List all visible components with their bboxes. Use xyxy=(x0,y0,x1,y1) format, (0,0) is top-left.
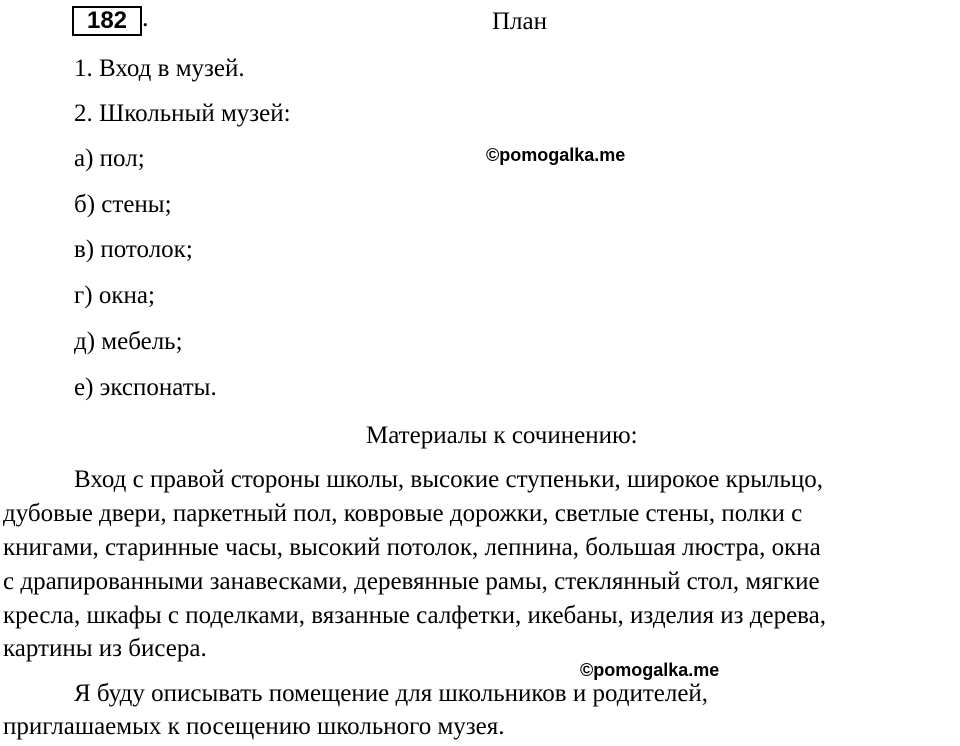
exercise-number: 182 xyxy=(72,6,142,36)
plan-item: а) пол; xyxy=(74,145,145,172)
plan-item: д) мебель; xyxy=(74,328,183,355)
watermark: ©pomogalka.me xyxy=(486,145,626,165)
watermark: ©pomogalka.me xyxy=(580,660,720,680)
materials-line: Вход с правой стороны школы, высокие ступеньки, широкое крыльцо, xyxy=(74,466,824,493)
plan-title: План xyxy=(492,8,548,35)
plan-item: г) окна; xyxy=(74,282,155,309)
plan-item: 2. Школьный музей: xyxy=(74,100,291,127)
materials-line: картины из бисера. xyxy=(3,635,207,662)
materials-line: кресла, шкафы с поделками, вязанные салфетки, икебаны, изделия из дерева, xyxy=(3,602,826,629)
plan-item: 1. Вход в музей. xyxy=(74,55,245,82)
exercise-number-dot: . xyxy=(142,3,149,32)
materials-title: Материалы к сочинению: xyxy=(366,422,638,449)
materials-line: дубовые двери, паркетный пол, ковровые дорожки, светлые стены, полки с xyxy=(3,500,803,527)
conclusion-line: Я буду описывать помещение для школьников и родителей, xyxy=(74,680,709,707)
plan-item: б) стены; xyxy=(74,191,172,218)
materials-line: с драпированными занавесками, деревянные рамы, стеклянный стол, мягкие xyxy=(3,568,820,595)
plan-item: е) экспонаты. xyxy=(74,374,217,401)
plan-item: в) потолок; xyxy=(74,236,193,263)
materials-line: книгами, старинные часы, высокий потолок, лепнина, большая люстра, окна xyxy=(3,534,821,561)
conclusion-line: приглашаемых к посещению школьного музея. xyxy=(3,713,505,740)
